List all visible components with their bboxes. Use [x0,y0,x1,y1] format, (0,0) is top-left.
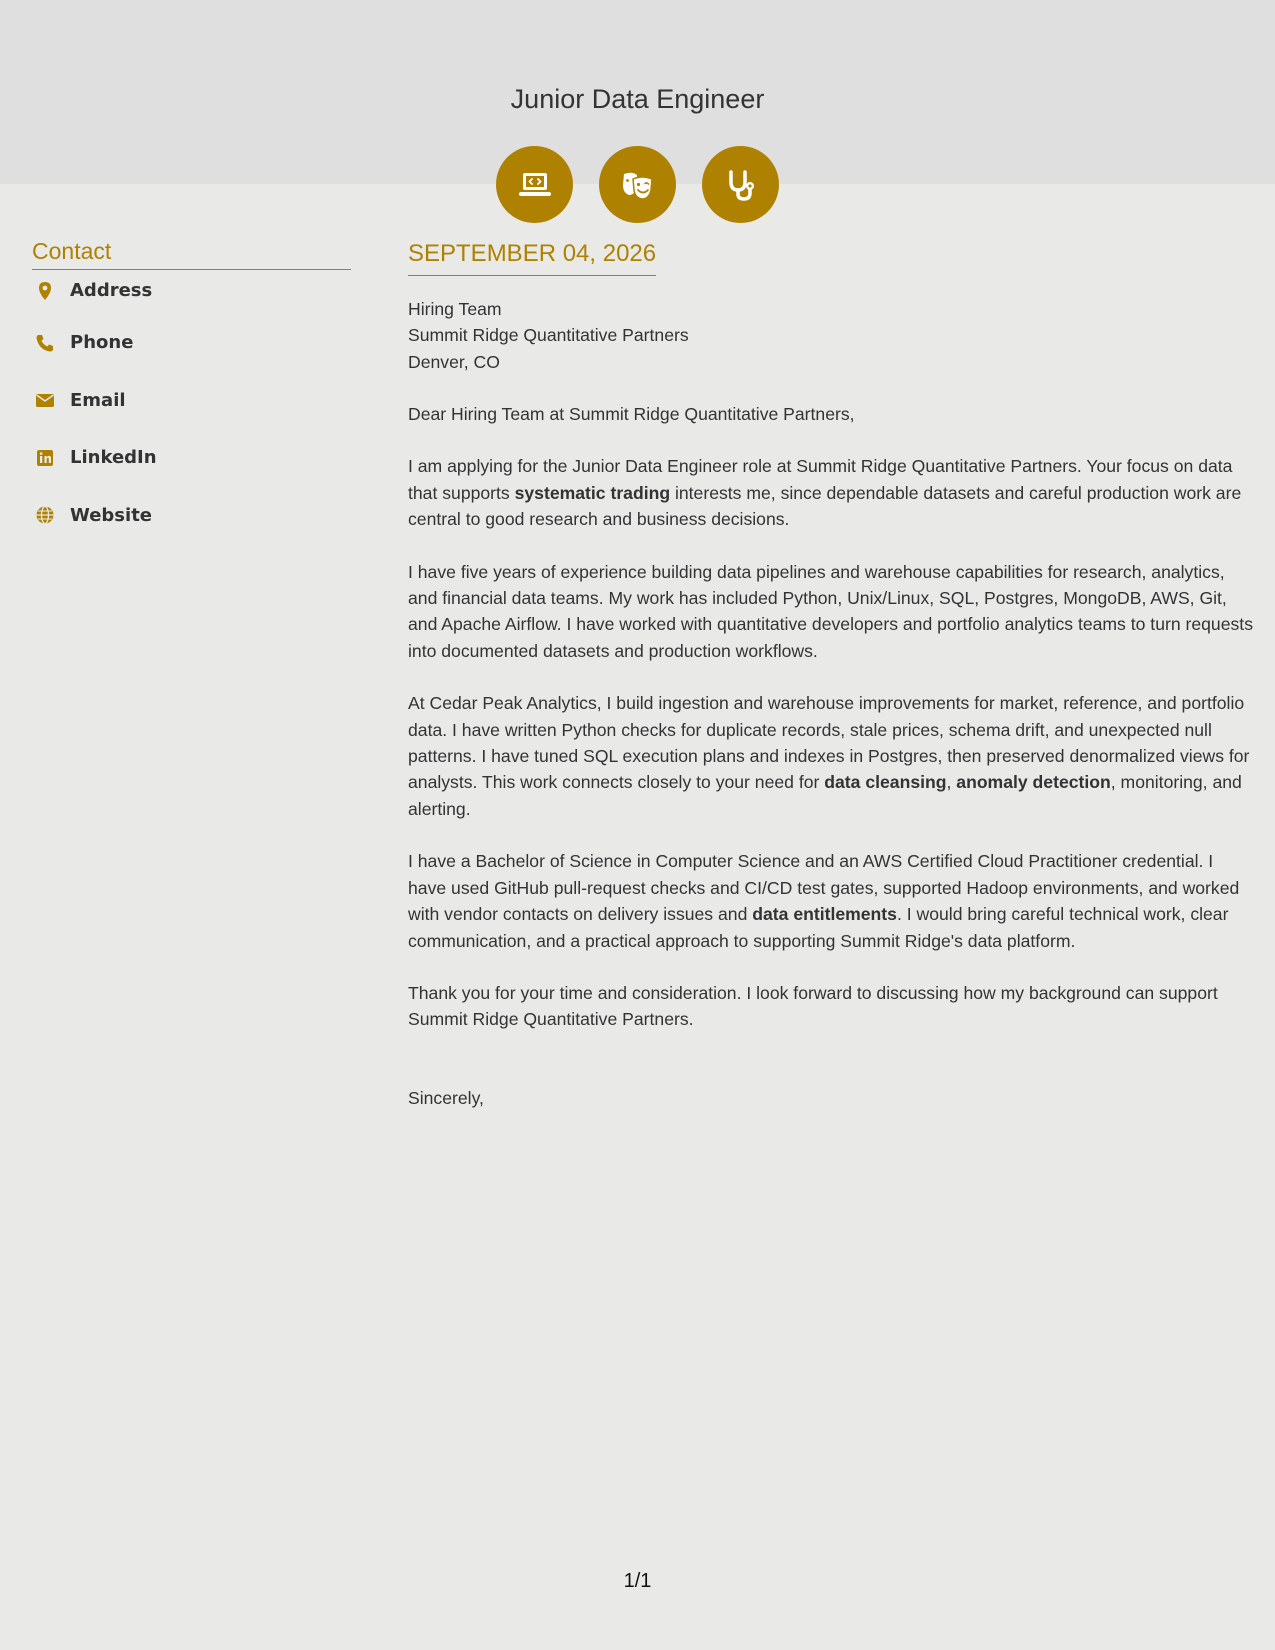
contact-item-email [32,372,351,430]
contact-label: Address [70,280,153,301]
emphasis-term: systematic trading [514,482,671,503]
contact-heading: Contact [32,238,351,270]
linkedin-icon [34,447,56,469]
globe-icon [34,504,56,526]
paragraph-education: I have a Bachelor of Science in Computer Science and an AWS Certified Cloud Practitioner credential. I have used GitHub pull-request checks and CI/CD test gates, supported Hadoop environments, and worked with vendor contacts on delivery issues and data entitlements. I would bring careful technical work, clear communication, and a practical approach to supporting Summit Ridge's data platform. [408,851,1240,951]
cover-letter [408,240,1253,1111]
envelope-icon [34,389,56,411]
laptop-code-icon [496,146,573,223]
paragraph-intro: I am applying for the Junior Data Engineer role at Summit Ridge Quantitative Partners. Your focus on data that supports systematic trading interests me, since dependable datasets and careful production work are central to good research and business decisions. [408,456,1242,530]
sign-off: Sincerely, [408,1087,484,1108]
map-marker-icon [34,280,56,302]
salutation: Dear Hiring Team at Summit Ridge Quantitative Partners, [408,404,855,425]
stethoscope-icon [702,146,779,223]
paragraph-closing: Thank you for your time and consideration. I look forward to discussing how my background can support Summit Ridge Quantitative Partners. [408,982,1218,1030]
recipient-line: Denver, CO [408,351,500,372]
contact-label: Website [70,504,153,526]
paragraph-experience: I have five years of experience building data pipelines and warehouse capabilities for research, analytics, and financial data teams. My work has included Python, Unix/Linux, SQL, Postgres, MongoDB, AWS, Git, and Apache Airflow. I have worked with quantitative developers and portfolio analytics teams to turn requests into documented datasets and production workflows. [408,561,1253,661]
recipient-line: Hiring Team [408,298,502,319]
contact-list [32,280,351,544]
contact-label: Phone [70,332,134,354]
phone-icon [34,332,56,354]
page-number: 1/1 [623,1570,652,1592]
contact-item-address [32,280,351,314]
emphasis-term: data cleansing [824,772,947,793]
contact-item-website [32,487,351,545]
contact-sidebar [32,238,351,544]
letter-date: SEPTEMBER 04, 2026 [408,240,656,276]
recipient-line: Summit Ridge Quantitative Partners [408,325,689,346]
contact-item-phone [32,314,351,372]
emphasis-term: data entitlements [752,904,897,925]
job-title: Junior Data Engineer [510,84,765,114]
recipient-block [408,296,1253,375]
contact-item-linkedin [32,429,351,487]
theater-masks-icon [599,146,676,223]
contact-label: LinkedIn [70,447,157,469]
paragraph-current-role: At Cedar Peak Analytics, I build ingestion and warehouse improvements for market, reference, and portfolio data. I have written Python checks for duplicate records, stale prices, schema drift, and unexpected null patterns. I have tuned SQL execution plans and indexes in Postgres, then preserved denormalized views for analysts. This work connects closely to your need for data cleansing, anomaly detection, monitoring, and alerting. [408,693,1250,819]
contact-label: Email [70,389,126,411]
emphasis-term: anomaly detection [956,772,1111,793]
header-icon-row [496,146,779,223]
